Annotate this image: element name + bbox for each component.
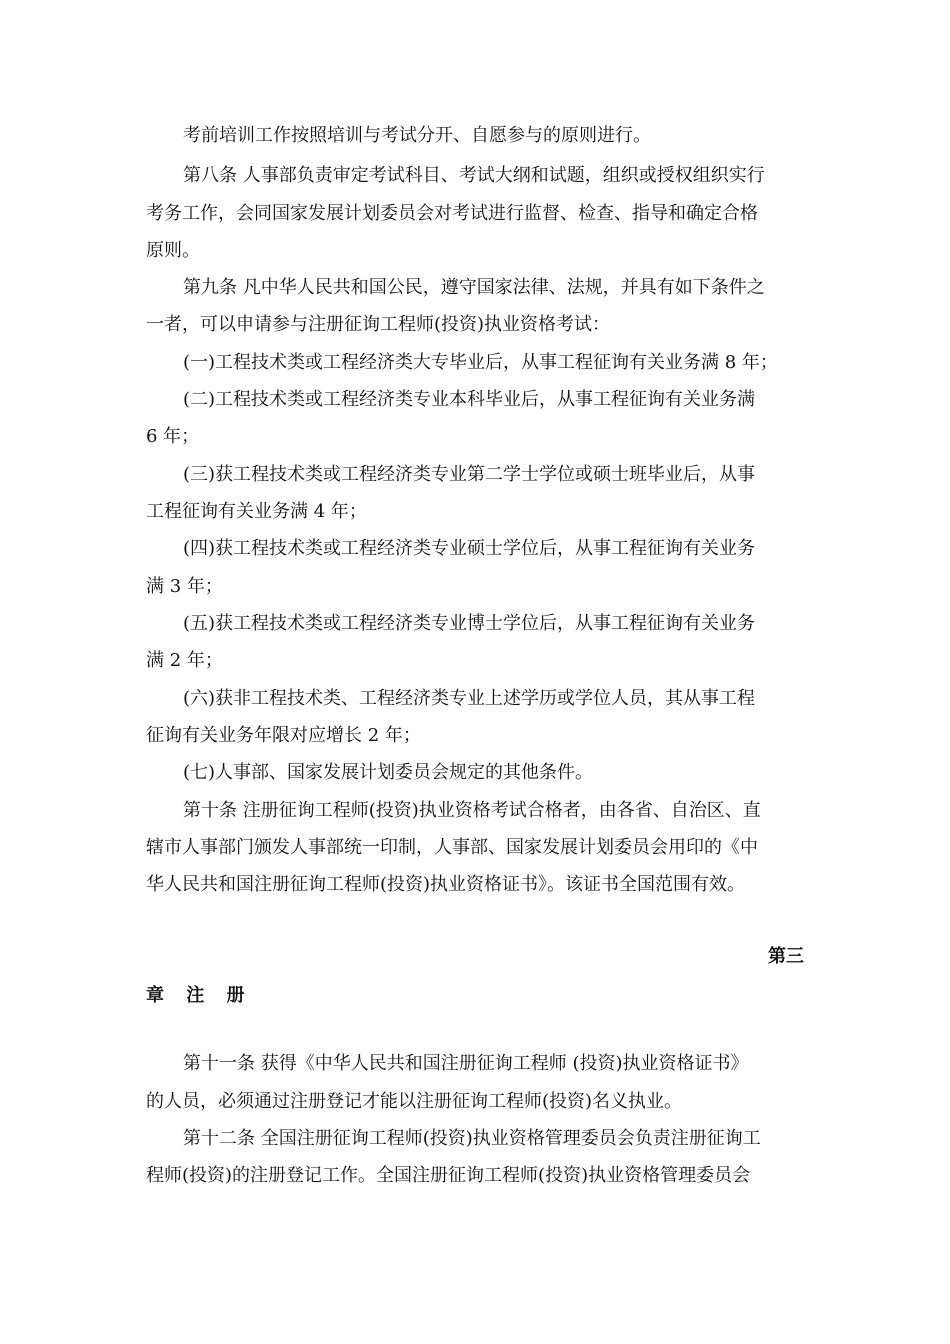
paragraph-line: 第十二条 全国注册征询工程师(投资)执业资格管理委员会负责注册征询工: [183, 1128, 761, 1149]
list-item-line: (三)获工程技术类或工程经济类专业第二学士学位或硕士班毕业后，从事: [183, 464, 756, 485]
list-item-line: (二)工程技术类或工程经济类专业本科毕业后，从事工程征询有关业务满: [183, 389, 756, 410]
list-item-line: 满 2 年；: [146, 650, 223, 671]
paragraph-line: 第十条 注册征询工程师(投资)执业资格考试合格者，由各省、自治区、直: [183, 800, 761, 821]
paragraph-line: 华人民共和国注册征询工程师(投资)执业资格证书》。该证书全国范围有效。: [146, 874, 746, 895]
paragraph-line: 的人员，必须通过注册登记才能以注册征询工程师(投资)名义执业。: [146, 1091, 683, 1112]
list-item-line: (五)获工程技术类或工程经济类专业博士学位后，从事工程征询有关业务: [183, 613, 756, 634]
list-item-line: 6 年；: [146, 426, 200, 447]
list-item-line: (七)人事部、国家发展计划委员会规定的其他条件。: [183, 762, 594, 783]
chapter-heading-part2: 章 注 册: [146, 985, 253, 1006]
paragraph-line: 第九条 凡中华人民共和国公民，遵守国家法律、法规，并具有如下条件之: [183, 277, 765, 298]
paragraph-line: 第八条 人事部负责审定考试科目、考试大纲和试题，组织或授权组织实行: [183, 165, 765, 186]
list-item-line: 征询有关业务年限对应增长 2 年；: [146, 725, 421, 746]
paragraph-line: 第十一条 获得《中华人民共和国注册征询工程师 (投资)执业资格证书》: [183, 1053, 749, 1074]
paragraph-line: 辖市人事部门颁发人事部统一印制，人事部、国家发展计划委员会用印的《中: [146, 837, 758, 858]
list-item-line: 工程征询有关业务满 4 年；: [146, 501, 367, 522]
paragraph-line: 程师(投资)的注册登记工作。全国注册征询工程师(投资)执业资格管理委员会: [146, 1165, 751, 1186]
list-item-line: (六)获非工程技术类、工程经济类专业上述学历或学位人员，其从事工程: [183, 688, 756, 709]
paragraph-line: 考前培训工作按照培训与考试分开、自愿参与的原则进行。: [183, 125, 651, 146]
list-item-line: (四)获工程技术类或工程经济类专业硕士学位后，从事工程征询有关业务: [183, 538, 756, 559]
list-item-line: 满 3 年；: [146, 576, 223, 597]
chapter-heading-part1: 第三: [768, 946, 804, 967]
paragraph-line: 一者，可以申请参与注册征询工程师(投资)执业资格考试：: [146, 314, 611, 335]
paragraph-line: 考务工作，会同国家发展计划委员会对考试进行监督、检查、指导和确定合格: [146, 203, 758, 224]
paragraph-line: 原则。: [146, 240, 200, 261]
list-item-line: (一)工程技术类或工程经济类大专毕业后，从事工程征询有关业务满 8 年；: [183, 352, 778, 373]
